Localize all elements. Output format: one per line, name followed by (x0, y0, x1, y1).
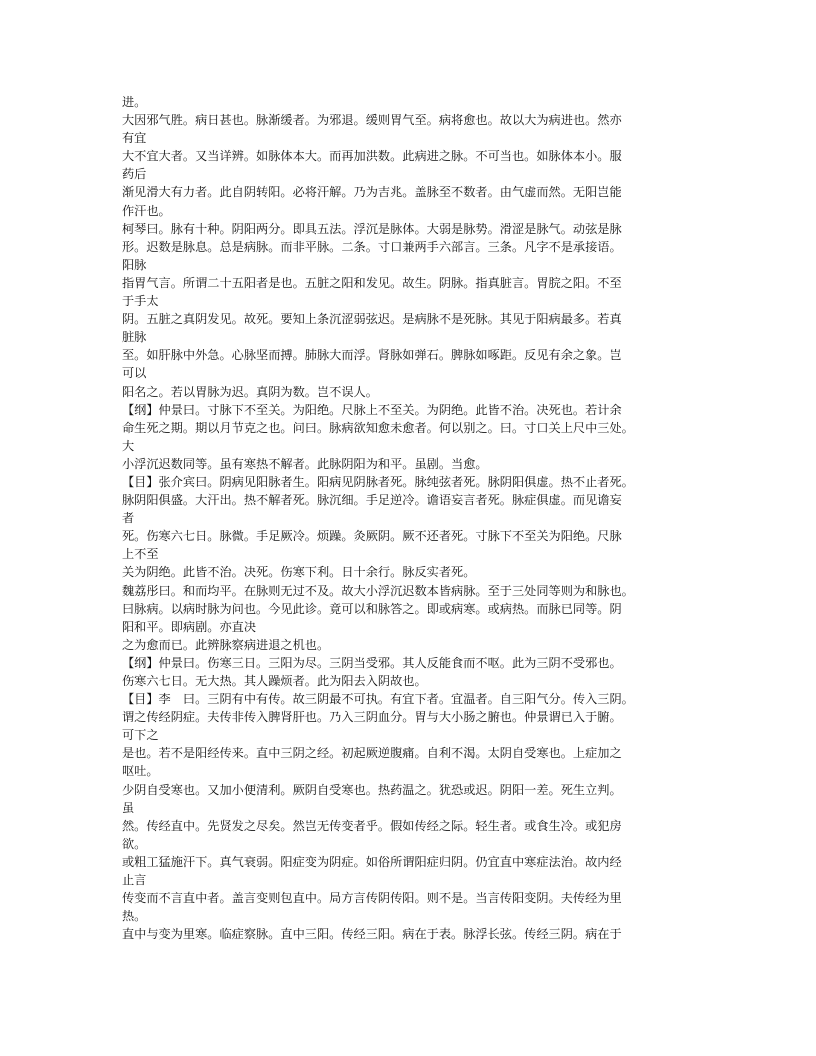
text-line: 命生死之期。期以月节克之也。问曰。脉病欲知愈未愈者。何以别之。曰。寸口关上尺中三处。 (122, 420, 634, 435)
text-line: 【目】张介宾曰。阴病见阳脉者生。阳病见阴脉者死。脉纯弦者死。脉阴阳俱虚。热不止者死。 (122, 474, 634, 489)
text-line: 阳和平。即病剧。亦直决 (122, 619, 257, 634)
text-line: 阴。五脏之真阴发见。故死。要知上条沉涩弱弦迟。是病脉不是死脉。其见于阳病最多。若真 (122, 312, 622, 327)
text-line: 虽 (122, 800, 135, 815)
text-line: 柯琴曰。脉有十种。阴阳两分。即具五法。浮沉是脉体。大弱是脉势。滑涩是脉气。动弦是脉 (122, 221, 622, 236)
text-line: 直中与变为里寒。临症察脉。直中三阳。传经三阳。病在于表。脉浮长弦。传经三阴。病在于 (122, 927, 622, 942)
text-line: 大因邪气胜。病日甚也。脉渐缓者。为邪退。缓则胃气至。病将愈也。故以大为病进也。然亦 (122, 113, 622, 128)
text-line (122, 943, 698, 961)
text-line: 【纲】仲景曰。伤寒三日。三阳为尽。三阴当受邪。其人反能食而不呕。此为三阴不受邪也。 (122, 655, 622, 670)
text-line: 热。 (122, 909, 147, 924)
text-line: 【纲】仲景曰。寸脉下不至关。为阳绝。尺脉上不至关。为阴绝。此皆不治。决死也。若计余 (122, 402, 622, 417)
document-page (122, 93, 698, 962)
text-line: 伤寒六七日。无大热。其人躁烦者。此为阳去入阴故也。 (122, 674, 427, 688)
text-line: 作汗也。 (122, 203, 171, 218)
text-line: 谓之传经阴症。夫传非传入脾肾肝也。乃入三阴血分。胃与大小肠之腑也。仲景谓已入于腑。 (122, 710, 622, 725)
text-line: 指胃气言。所谓二十五阳者是也。五脏之阳和发见。故生。阴脉。指真脏言。胃脘之阳。不至 (122, 275, 622, 290)
text-line: 死。伤寒六七日。脉微。手足厥冷。烦躁。灸厥阴。厥不还者死。寸脉下不至关为阳绝。尺脉 (122, 529, 622, 544)
text-line: 传变而不言直中者。盖言变则包直中。局方言传阴传阳。则不是。当言传阳变阴。夫传经为里 (122, 891, 622, 906)
text-line: 脏脉 (122, 330, 147, 345)
text-line: 之为愈而已。此辨脉察病进退之机也。 (122, 637, 330, 652)
text-line: 阳脉 (122, 257, 147, 272)
text-line: 是也。若不是阳经传来。直中三阴之经。初起厥逆腹痛。自利不渴。太阴自受寒也。上症加之 (122, 746, 622, 761)
text-line: 至。如肝脉中外急。心脉坚而搏。肺脉大而浮。肾脉如弹石。脾脉如啄距。反见有余之象。岂 (122, 348, 622, 363)
text-line: 呕吐。 (122, 764, 159, 779)
text-line: 曰脉病。以病时脉为问也。今见此诊。竟可以和脉答之。即或病寒。或病热。而脉已同等。阴 (122, 601, 622, 616)
text-line: 进。 (122, 95, 147, 109)
text-line: 形。迟数是脉息。总是病脉。而非平脉。二条。寸口兼两手六部言。三条。凡字不是承接语。 (122, 239, 622, 254)
text-line: 止言 (122, 873, 147, 888)
text-line: 关为阴绝。此皆不治。决死。伤寒下利。日十余行。脉反实者死。 (122, 565, 476, 580)
text-line: 欲。 (122, 836, 147, 851)
text-line: 小浮沉迟数同等。虽有寒热不解者。此脉阴阳为和平。虽剧。当愈。 (122, 456, 488, 471)
text-line: 少阴自受寒也。又加小便清利。厥阴自受寒也。热药温之。犹恐或迟。阴阳一差。死生立判。 (122, 782, 622, 797)
text-line: 或粗工猛施汗下。真气衰弱。阳症变为阴症。如俗所谓阳症归阴。仍宜直中寒症法治。故内经 (122, 854, 622, 869)
text-line: 药后 (122, 167, 147, 182)
text-line: 【目】李 曰。三阴有中有传。故三阴最不可执。有宜下者。宜温者。自三阳气分。传入三阴。 (122, 692, 634, 707)
text-line: 于手太 (122, 294, 159, 309)
text-line: 大不宜大者。又当详辨。如脉体本大。而再加洪数。此病进之脉。不可当也。如脉体本小。服 (122, 149, 622, 164)
text-line: 然。传经直中。先贤发之尽矣。然岂无传变者乎。假如传经之际。轻生者。或食生冷。或犯房 (122, 818, 622, 833)
text-line: 者 (122, 511, 135, 526)
text-line: 大 (122, 438, 135, 453)
text-line: 有宜 (122, 131, 147, 146)
text-line: 可下之 (122, 728, 159, 743)
text-line: 上不至 (122, 547, 159, 562)
text-line: 魏荔彤曰。和而均平。在脉则无过不及。故大小浮沉迟数本皆病脉。至于三处同等则为和脉也。 (122, 583, 634, 598)
text-line: 可以 (122, 366, 147, 381)
text-line: 阳名之。若以胃脉为迟。真阴为数。岂不误人。 (122, 384, 378, 399)
text-line: 脉阴阳俱盛。大汗出。热不解者死。脉沉细。手足逆冷。谵语妄言者死。脉症俱虚。而见谵妄 (122, 493, 622, 508)
text-line: 渐见滑大有力者。此自阴转阳。必将汗解。乃为吉兆。盖脉至不数者。由气虚而然。无阳岂能 (122, 185, 622, 200)
